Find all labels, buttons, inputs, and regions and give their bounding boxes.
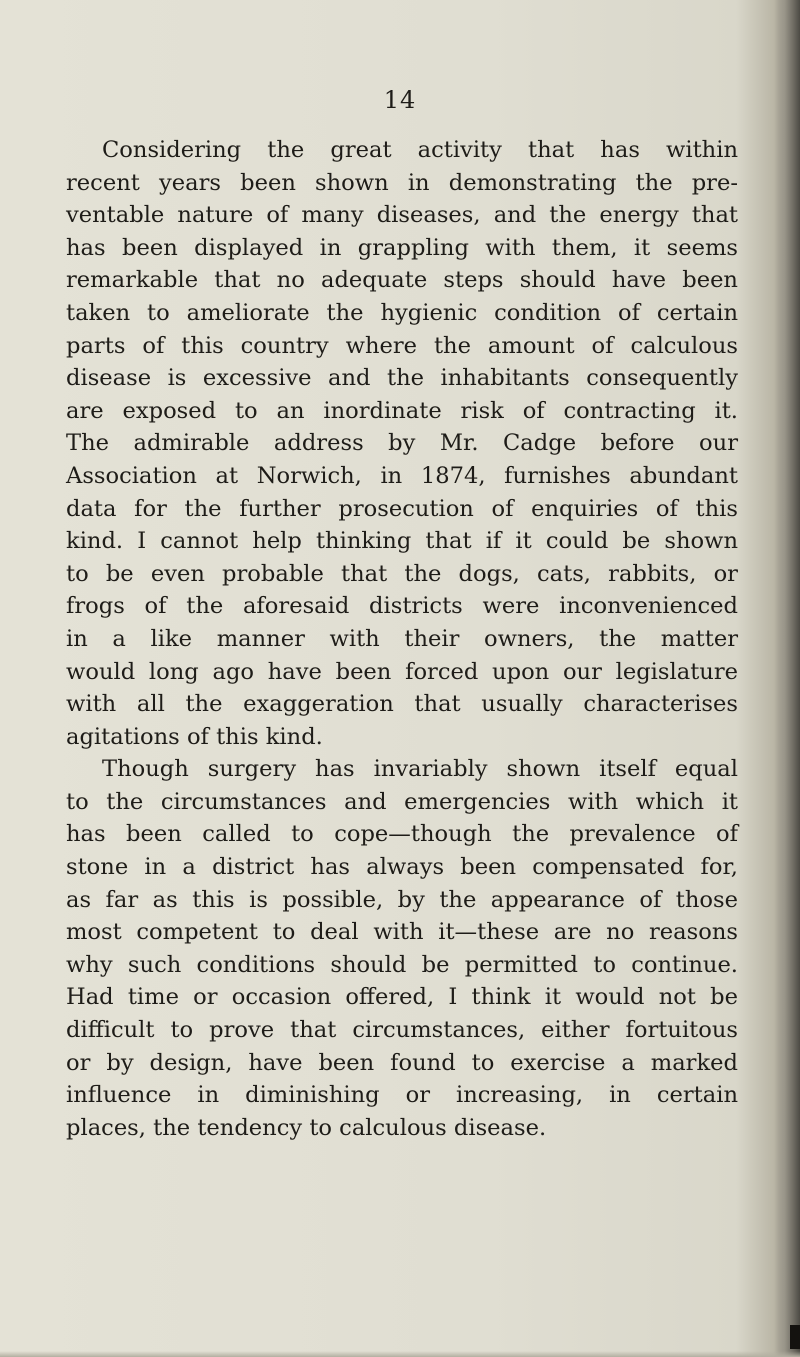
page-bottom-edge — [0, 1351, 800, 1357]
text-line: disease is excessive and the inhabitants consequently — [66, 365, 738, 392]
text-line: with all the exaggeration that usually characterises — [66, 691, 738, 718]
text-line: or by design, have been found to exercise a marked — [66, 1049, 738, 1076]
text-line: taken to ameliorate the hygienic condition of certain — [66, 299, 738, 326]
text-line: ventable nature of many diseases, and the energy that — [66, 202, 738, 229]
text-line: in a like manner with their owners, the matter — [66, 625, 738, 652]
text-line: to be even probable that the dogs, cats, rabbits, or — [66, 560, 738, 587]
text-line: difficult to prove that circumstances, either fortuitous — [66, 1017, 738, 1044]
text-line: would long ago have been forced upon our legislature — [66, 658, 738, 685]
text-line: to the circumstances and emergencies with which it — [66, 788, 738, 815]
text-line: recent years been shown in demonstrating the pre- — [66, 169, 738, 196]
text-line: remarkable that no adequate steps should have been — [66, 267, 738, 294]
text-line: The admirable address by Mr. Cadge before our — [66, 430, 738, 457]
page-edge-shadow — [774, 0, 800, 1357]
text-line: has been called to cope—though the prevalence of — [66, 821, 738, 848]
text-line: stone in a district has always been compensated for, — [66, 854, 738, 881]
scan-corner-mark — [790, 1325, 800, 1349]
body-text — [66, 134, 738, 1144]
text-line: why such conditions should be permitted to continue. — [66, 951, 738, 978]
text-line: frogs of the aforesaid districts were inconvenienced — [66, 593, 738, 620]
text-line: Considering the great activity that has within — [102, 137, 738, 163]
text-line: Had time or occasion offered, I think it would not be — [66, 984, 738, 1011]
text-line: agitations of this kind. — [66, 723, 323, 750]
page-number: 14 — [383, 86, 417, 114]
text-line: Association at Norwich, in 1874, furnishes abundant — [66, 462, 738, 489]
text-line: influence in diminishing or increasing, in certain — [66, 1082, 738, 1109]
text-line: Though surgery has invariably shown itself equal — [102, 756, 738, 783]
text-line: most competent to deal with it—these are no reasons — [66, 919, 738, 946]
text-line: kind. I cannot help thinking that if it could be shown — [66, 528, 738, 555]
text-line: has been displayed in grappling with them, it seems — [66, 234, 738, 261]
text-line: are exposed to an inordinate risk of contracting it. — [66, 397, 738, 424]
text-line: as far as this is possible, by the appearance of those — [66, 886, 738, 913]
text-line: data for the further prosecution of enquiries of this — [66, 495, 738, 522]
text-line: parts of this country where the amount of calculous — [66, 332, 738, 359]
text-line: places, the tendency to calculous disease. — [66, 1114, 547, 1141]
